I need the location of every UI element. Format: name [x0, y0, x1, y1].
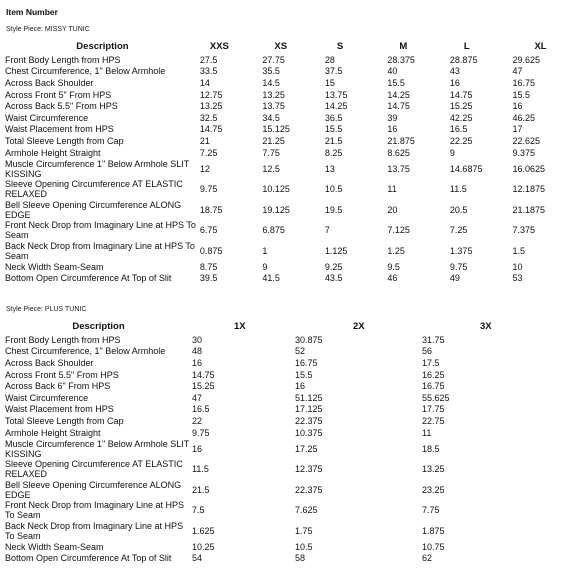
- missy-size-table: [5, 40, 575, 284]
- measurement-cell: 9.375: [512, 147, 535, 158]
- measurement-cell: 21.5: [324, 135, 343, 146]
- measurement-cell: 22.25: [449, 135, 473, 146]
- measurement-cell: 13: [324, 163, 335, 174]
- table-header-row: [5, 320, 575, 334]
- column-header: L: [463, 41, 470, 52]
- measurement-cell: 16.25: [422, 369, 445, 380]
- column-header: S: [336, 41, 344, 52]
- style-piece-missy: Style Piece: MISSY TUNIC: [6, 26, 90, 33]
- measurement-cell: 22: [192, 415, 203, 426]
- row-description: Front Neck Drop from Imaginary Line at HPS To Seam: [5, 220, 196, 241]
- measurement-cell: 1.375: [449, 245, 473, 256]
- table-row: [5, 272, 575, 284]
- measurement-cell: 35.5: [262, 66, 280, 77]
- measurement-cell: 14.6875: [449, 163, 483, 174]
- column-header: 3X: [480, 321, 492, 332]
- measurement-cell: 21: [199, 135, 210, 146]
- table-row: [5, 369, 575, 381]
- measurement-cell: 16: [192, 443, 203, 454]
- measurement-cell: 10.125: [262, 184, 290, 195]
- measurement-cell: 16: [449, 77, 460, 88]
- measurement-cell: 12: [199, 163, 210, 174]
- table-row: [5, 54, 575, 66]
- measurement-cell: 19.125: [262, 204, 290, 215]
- column-header: M: [399, 41, 408, 52]
- row-description: Bell Sleeve Opening Circumference ALONG EDGE: [5, 479, 182, 500]
- measurement-cell: 14.75: [199, 124, 223, 135]
- measurement-cell: 22.625: [512, 135, 540, 146]
- measurement-cell: 16.5: [192, 404, 210, 415]
- measurement-cell: 14.75: [387, 101, 410, 112]
- page-title: Item Number: [6, 7, 58, 17]
- measurement-cell: 7.625: [295, 505, 318, 516]
- table-row: [5, 427, 575, 439]
- measurement-cell: 22.375: [295, 484, 323, 495]
- measurement-cell: 9.75: [449, 261, 468, 272]
- measurement-cell: 12.375: [295, 464, 323, 475]
- table-row: [5, 479, 575, 500]
- measurement-cell: 36.5: [324, 112, 343, 123]
- measurement-cell: 48: [192, 346, 203, 357]
- measurement-cell: 15.5: [295, 369, 313, 380]
- table-row: [5, 415, 575, 427]
- measurement-cell: 1.75: [295, 525, 313, 536]
- plus-size-table: [5, 320, 575, 564]
- row-description: Back Neck Drop from Imaginary Line at HPS To Seam: [5, 520, 184, 541]
- measurement-cell: 13.75: [262, 101, 285, 112]
- table-row: [5, 77, 575, 89]
- measurement-cell: 14.5: [262, 77, 280, 88]
- measurement-cell: 16: [512, 101, 523, 112]
- table-row: [5, 392, 575, 404]
- table-row: [5, 380, 575, 392]
- measurement-cell: 7.25: [449, 225, 468, 236]
- measurement-cell: 14: [199, 77, 210, 88]
- row-description: Neck Width Seam-Seam: [5, 261, 104, 272]
- row-description: Armhole Height Straight: [5, 427, 101, 438]
- row-description: Front Neck Drop from Imaginary Line at HPS To Seam: [5, 500, 185, 521]
- measurement-cell: 34.5: [262, 112, 280, 123]
- measurement-cell: 7.375: [512, 225, 535, 236]
- measurement-cell: 9: [449, 147, 455, 158]
- measurement-cell: 39: [387, 112, 398, 123]
- column-header: XXS: [209, 41, 229, 52]
- row-description: Front Body Length from HPS: [5, 54, 121, 65]
- measurement-cell: 43: [449, 66, 460, 77]
- table-row: [5, 89, 575, 101]
- measurement-cell: 52: [295, 346, 306, 357]
- column-header: 1X: [234, 321, 246, 332]
- row-description: Waist Circumference: [5, 392, 89, 403]
- measurement-cell: 10.5: [295, 541, 313, 552]
- table-row: [5, 100, 575, 112]
- column-header: Description: [76, 41, 129, 52]
- table-row: [5, 135, 575, 147]
- measurement-cell: 11.5: [192, 464, 209, 475]
- measurement-cell: 12.75: [199, 89, 223, 100]
- measurement-cell: 1.625: [192, 525, 215, 536]
- measurement-cell: 16: [387, 124, 398, 135]
- table-row: [5, 112, 575, 124]
- measurement-cell: 49: [449, 273, 460, 284]
- measurement-cell: 10.25: [192, 541, 215, 552]
- row-description: Chest Circumference, 1" Below Armhole: [5, 66, 166, 77]
- row-description: Bottom Open Circumference At Top of Slit: [5, 553, 172, 564]
- measurement-cell: 42.25: [449, 112, 473, 123]
- row-description: Front Body Length from HPS: [5, 334, 121, 345]
- measurement-cell: 37.5: [324, 66, 343, 77]
- measurement-cell: 21.25: [262, 135, 285, 146]
- measurement-cell: 46: [387, 273, 398, 284]
- table-row: [5, 261, 575, 273]
- measurement-cell: 8.75: [199, 261, 218, 272]
- column-header: XS: [274, 41, 288, 52]
- row-description: Armhole Height Straight: [5, 147, 101, 158]
- table-row: [5, 220, 575, 241]
- table-row: [5, 500, 575, 521]
- measurement-cell: 9.75: [192, 427, 210, 438]
- row-description: Waist Placement from HPS: [5, 404, 114, 415]
- table-row: [5, 459, 575, 480]
- measurement-cell: 22.375: [295, 415, 323, 426]
- measurement-cell: 15: [324, 77, 335, 88]
- row-description: Waist Placement from HPS: [5, 124, 114, 135]
- measurement-cell: 15.25: [192, 381, 215, 392]
- measurement-cell: 17.5: [422, 357, 440, 368]
- row-description: Across Back 5.5" From HPS: [5, 101, 118, 112]
- table-header-row: [5, 40, 575, 54]
- table-row: [5, 404, 575, 416]
- table-row: [5, 124, 575, 136]
- measurement-cell: 14.25: [324, 101, 348, 112]
- measurement-cell: 17.75: [422, 404, 445, 415]
- measurement-cell: 7: [324, 225, 330, 236]
- measurement-cell: 20: [387, 204, 398, 215]
- row-description: Bottom Open Circumference At Top of Slit: [5, 273, 172, 284]
- table-row: [5, 240, 575, 261]
- row-description: Sleeve Opening Circumference AT ELASTIC RELAXED: [5, 179, 183, 200]
- column-header: Description: [72, 321, 125, 332]
- measurement-cell: 16: [295, 381, 306, 392]
- measurement-cell: 54: [192, 553, 203, 564]
- table-row: [5, 179, 575, 200]
- measurement-cell: 10.375: [295, 427, 323, 438]
- measurement-cell: 15.5: [387, 77, 405, 88]
- measurement-cell: 33.5: [199, 66, 218, 77]
- row-description: Muscle Circumference 1" Below Armhole SLIT KISSING: [5, 438, 190, 459]
- row-description: Sleeve Opening Circumference AT ELASTIC RELAXED: [5, 459, 183, 480]
- row-description: Across Back Shoulder: [5, 77, 94, 88]
- measurement-cell: 56: [422, 346, 433, 357]
- measurement-cell: 10.5: [324, 184, 343, 195]
- measurement-cell: 23.25: [422, 484, 445, 495]
- measurement-cell: 15.5: [324, 124, 343, 135]
- measurement-cell: 7.25: [199, 147, 218, 158]
- measurement-cell: 1.5: [512, 245, 525, 256]
- measurement-cell: 39.5: [199, 273, 218, 284]
- table-row: [5, 346, 575, 358]
- measurement-cell: 14.75: [192, 369, 215, 380]
- column-header: 2X: [353, 321, 365, 332]
- style-piece-plus: Style Piece: PLUS TUNIC: [6, 306, 87, 313]
- measurement-cell: 28.875: [449, 54, 478, 65]
- measurement-cell: 16.5: [449, 124, 468, 135]
- measurement-cell: 13.25: [422, 464, 445, 475]
- measurement-cell: 6.75: [199, 225, 218, 236]
- row-description: Across Back 6" From HPS: [5, 381, 111, 392]
- measurement-cell: 47: [192, 392, 203, 403]
- measurement-cell: 13.25: [262, 89, 285, 100]
- measurement-cell: 30.875: [295, 334, 323, 345]
- measurement-cell: 16: [192, 357, 203, 368]
- table-row: [5, 158, 575, 179]
- measurement-cell: 15.125: [262, 124, 290, 135]
- measurement-cell: 21.875: [387, 135, 415, 146]
- measurement-cell: 11: [422, 427, 432, 438]
- measurement-cell: 21.5: [192, 484, 210, 495]
- measurement-cell: 18.5: [422, 443, 440, 454]
- table-row: [5, 334, 575, 346]
- table-row: [5, 66, 575, 78]
- measurement-cell: 17: [512, 124, 523, 135]
- measurement-cell: 13.75: [387, 163, 410, 174]
- measurement-cell: 1.125: [324, 245, 348, 256]
- measurement-cell: 7.75: [262, 147, 280, 158]
- row-description: Muscle Circumference 1" Below Armhole SLIT KISSING: [5, 158, 190, 179]
- measurement-cell: 28.375: [387, 54, 415, 65]
- measurement-cell: 15.25: [449, 101, 473, 112]
- measurement-cell: 28: [324, 54, 335, 65]
- table-row: [5, 552, 575, 564]
- row-description: Neck Width Seam-Seam: [5, 541, 104, 552]
- measurement-cell: 30: [192, 334, 203, 345]
- measurement-cell: 16.75: [295, 357, 318, 368]
- measurement-cell: 10: [512, 261, 523, 272]
- table-row: [5, 199, 575, 220]
- row-description: Waist Circumference: [5, 112, 89, 123]
- measurement-cell: 1: [262, 245, 268, 256]
- measurement-cell: 8.25: [324, 147, 343, 158]
- measurement-cell: 20.5: [449, 204, 468, 215]
- measurement-cell: 53: [512, 273, 523, 284]
- table-row: [5, 520, 575, 541]
- measurement-cell: 1.875: [422, 525, 445, 536]
- row-description: Total Sleeve Length from Cap: [5, 135, 124, 146]
- measurement-cell: 21.1875: [512, 204, 545, 215]
- table-row: [5, 147, 575, 159]
- measurement-cell: 17.125: [295, 404, 323, 415]
- measurement-cell: 46.25: [512, 112, 535, 123]
- measurement-cell: 27.5: [199, 54, 218, 65]
- measurement-cell: 14.25: [387, 89, 410, 100]
- measurement-cell: 12.1875: [512, 184, 545, 195]
- measurement-cell: 16.75: [512, 77, 535, 88]
- measurement-cell: 7.75: [422, 505, 440, 516]
- measurement-cell: 62: [422, 553, 433, 564]
- table-row: [5, 438, 575, 459]
- measurement-cell: 15.5: [512, 89, 530, 100]
- measurement-cell: 1.25: [387, 245, 405, 256]
- row-description: Back Neck Drop from Imaginary Line at HPS To Seam: [5, 240, 195, 261]
- measurement-cell: 19.5: [324, 204, 343, 215]
- measurement-cell: 9.5: [387, 261, 400, 272]
- measurement-cell: 12.5: [262, 163, 280, 174]
- measurement-cell: 18.75: [199, 204, 223, 215]
- measurement-cell: 11.5: [449, 184, 467, 195]
- measurement-cell: 43.5: [324, 273, 343, 284]
- measurement-cell: 7.125: [387, 225, 410, 236]
- row-description: Total Sleeve Length from Cap: [5, 415, 124, 426]
- measurement-cell: 8.625: [387, 147, 410, 158]
- measurement-cell: 32.5: [199, 112, 218, 123]
- measurement-cell: 27.75: [262, 54, 285, 65]
- measurement-cell: 31.75: [422, 334, 445, 345]
- measurement-cell: 9.25: [324, 261, 343, 272]
- measurement-cell: 11: [387, 184, 397, 195]
- measurement-cell: 40: [387, 66, 398, 77]
- measurement-cell: 55.625: [422, 392, 450, 403]
- column-header: XL: [534, 41, 547, 52]
- row-description: Across Front 5.5" From HPS: [5, 369, 119, 380]
- row-description: Across Back Shoulder: [5, 357, 94, 368]
- row-description: Chest Circumference, 1" Below Armhole: [5, 346, 166, 357]
- measurement-cell: 22.75: [422, 415, 445, 426]
- measurement-cell: 6.875: [262, 225, 285, 236]
- measurement-cell: 10.75: [422, 541, 445, 552]
- measurement-cell: 17.25: [295, 443, 318, 454]
- measurement-cell: 16.0625: [512, 163, 545, 174]
- measurement-cell: 29.625: [512, 54, 540, 65]
- measurement-cell: 9.75: [199, 184, 218, 195]
- table-row: [5, 541, 575, 553]
- measurement-cell: 13.25: [199, 101, 223, 112]
- measurement-cell: 9: [262, 261, 268, 272]
- measurement-cell: 47: [512, 66, 523, 77]
- row-description: Across Front 5" From HPS: [5, 89, 112, 100]
- measurement-cell: 13.75: [324, 89, 348, 100]
- measurement-cell: 16.75: [422, 381, 445, 392]
- measurement-cell: 7.5: [192, 505, 205, 516]
- table-row: [5, 357, 575, 369]
- measurement-cell: 41.5: [262, 273, 280, 284]
- measurement-cell: 58: [295, 553, 306, 564]
- row-description: Bell Sleeve Opening Circumference ALONG EDGE: [5, 199, 182, 220]
- measurement-cell: 0.875: [199, 245, 223, 256]
- measurement-cell: 51.125: [295, 392, 323, 403]
- measurement-cell: 14.75: [449, 89, 473, 100]
